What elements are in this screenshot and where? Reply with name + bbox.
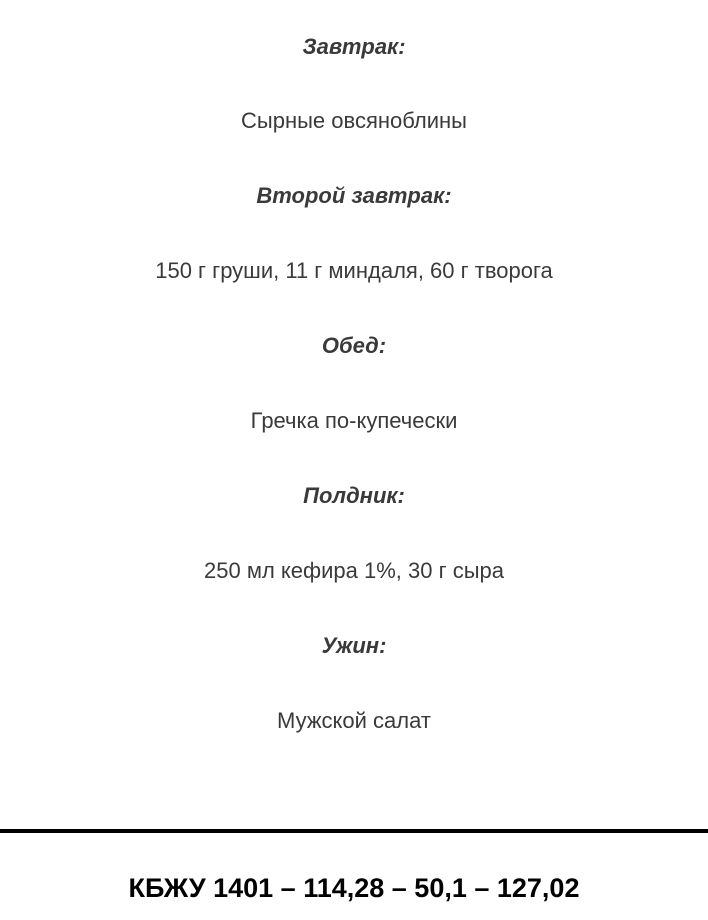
meal-item-dinner: Мужской салат	[277, 708, 431, 733]
meal-item-breakfast: Сырные овсяноблины	[241, 108, 467, 133]
meal-item-second-breakfast: 150 г груши, 11 г миндаля, 60 г творога	[155, 258, 553, 283]
meal-item-lunch: Гречка по-купечески	[250, 408, 458, 433]
summary-divider	[0, 829, 708, 833]
nutrition-summary: КБЖУ 1401 – 114,28 – 50,1 – 127,02	[128, 873, 580, 903]
meal-heading-breakfast: Завтрак:	[302, 34, 406, 59]
meal-heading-snack: Полдник:	[303, 483, 405, 508]
meal-heading-lunch: Обед:	[321, 333, 387, 358]
meal-item-snack: 250 мл кефира 1%, 30 г сыра	[204, 558, 504, 583]
meal-heading-dinner: Ужин:	[321, 633, 387, 658]
meal-heading-second-breakfast: Второй завтрак:	[256, 183, 452, 208]
